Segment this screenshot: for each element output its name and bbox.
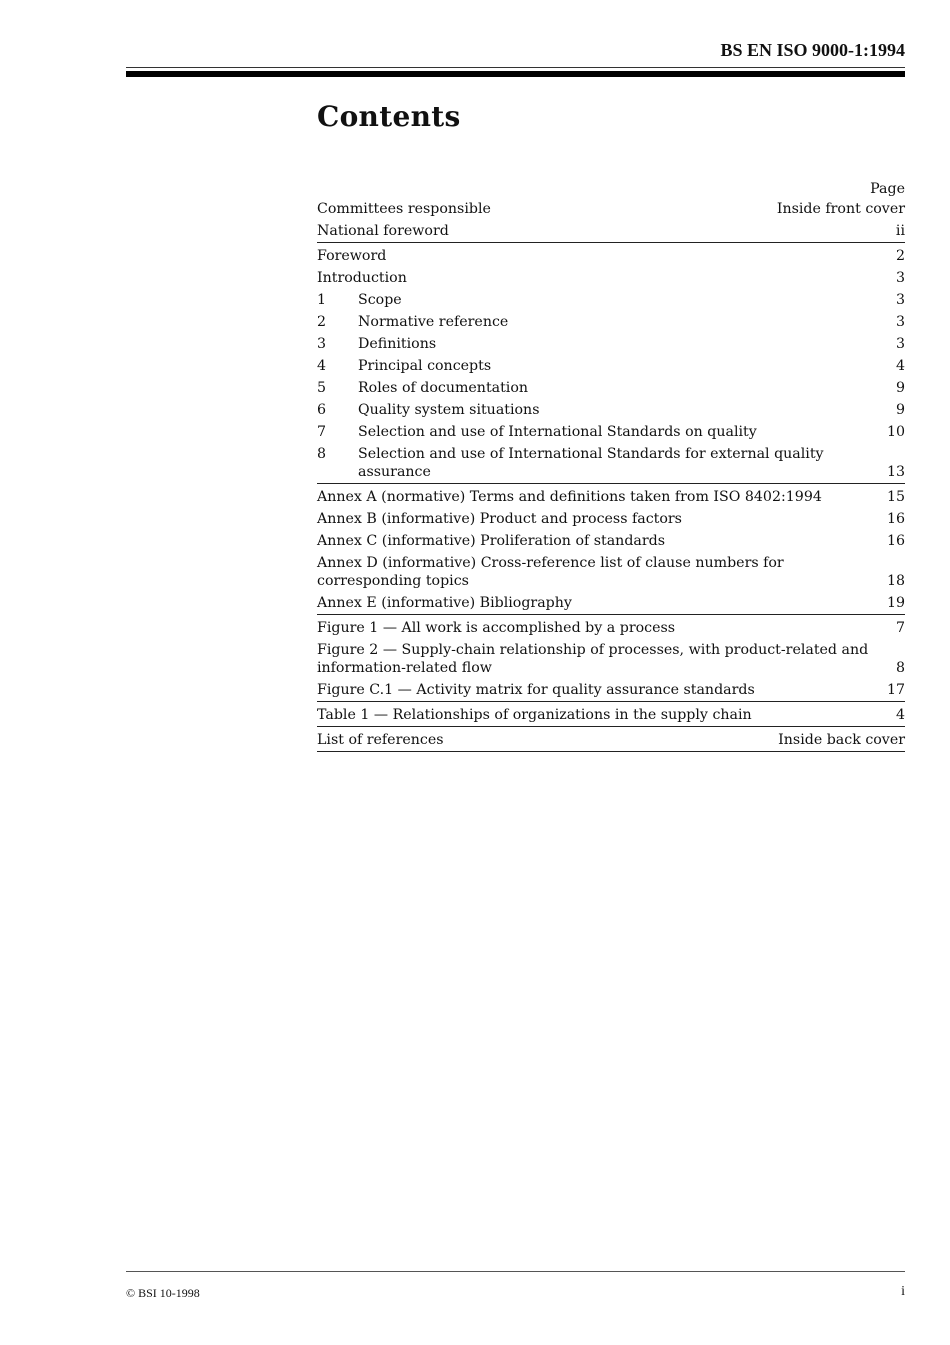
clause-number: 4 — [317, 358, 327, 374]
toc-entry-page: 3 — [895, 292, 905, 308]
toc-entry-title: Annex E (informative) Bibliography — [317, 595, 572, 611]
toc-entry-page: 7 — [895, 620, 905, 636]
toc-entry[interactable] — [317, 267, 905, 289]
toc-entry[interactable] — [317, 530, 905, 552]
toc-entry-page: 13 — [886, 464, 905, 480]
toc-entry-title: Annex D (informative) Cross-reference list of clause numbers for corresponding topics — [317, 555, 784, 589]
toc-entry-title: Quality system situations — [358, 402, 540, 418]
clause-number: 8 — [317, 446, 327, 462]
clause-number: 3 — [317, 336, 327, 352]
toc-entry-title: Normative reference — [358, 314, 509, 330]
toc-entry-title: Annex A (normative) Terms and definitions taken from ISO 8402:1994 — [317, 489, 822, 505]
clause-number: 5 — [317, 380, 327, 396]
clause-number: 6 — [317, 402, 327, 418]
toc-entry-title: Principal concepts — [358, 358, 492, 374]
toc-entry-page: 18 — [886, 573, 905, 589]
toc-group — [317, 702, 905, 727]
toc-entry[interactable] — [317, 311, 905, 333]
toc-entry-title: Roles of documentation — [358, 380, 529, 396]
toc-entry-title: Definitions — [358, 336, 437, 352]
toc-entry-title: List of references — [317, 732, 444, 748]
table-of-contents — [317, 178, 905, 752]
toc-group — [317, 727, 905, 752]
toc-entry[interactable] — [317, 377, 905, 399]
toc-entry-title: Figure C.1 — Activity matrix for quality assurance standards — [317, 682, 755, 698]
toc-entry-title: Selection and use of International Standards for external quality assurance — [358, 446, 824, 480]
toc-entry[interactable] — [317, 198, 905, 220]
page-title: Contents — [317, 100, 461, 133]
toc-group — [317, 484, 905, 615]
clause-number: 1 — [317, 292, 327, 308]
toc-entry[interactable] — [317, 333, 905, 355]
toc-entry[interactable] — [317, 355, 905, 377]
toc-entry-page: 2 — [895, 248, 905, 264]
page-column-heading: Page — [870, 181, 905, 197]
toc-entry-title: Figure 2 — Supply-chain relationship of processes, with product-related and information-related flow — [317, 642, 869, 676]
toc-entry-title: Foreword — [317, 248, 387, 264]
toc-entry-page: 4 — [895, 707, 905, 723]
toc-entry-title: Annex C (informative) Proliferation of standards — [317, 533, 666, 549]
toc-entry-page: 9 — [895, 380, 905, 396]
toc-entry[interactable] — [317, 484, 905, 508]
toc-entry[interactable] — [317, 243, 905, 267]
header-thick-rule — [126, 71, 905, 77]
toc-entry-title: Figure 1 — All work is accomplished by a process — [317, 620, 676, 636]
toc-entry-page: 15 — [886, 489, 905, 505]
toc-entry-title: Annex B (informative) Product and process factors — [317, 511, 682, 527]
toc-entry-page: 16 — [886, 533, 905, 549]
toc-groups — [317, 198, 905, 752]
toc-entry-page: Inside back cover — [778, 732, 905, 748]
toc-entry[interactable] — [317, 639, 905, 679]
copyright-notice: © BSI 10-1998 — [126, 1286, 200, 1300]
toc-entry[interactable] — [317, 443, 905, 483]
toc-entry[interactable] — [317, 508, 905, 530]
toc-entry[interactable] — [317, 727, 905, 751]
toc-entry[interactable] — [317, 552, 905, 592]
toc-entry-page: 3 — [895, 270, 905, 286]
toc-entry[interactable] — [317, 421, 905, 443]
toc-entry-page: ii — [895, 223, 905, 239]
footer-rule — [126, 1271, 905, 1272]
clause-number: 2 — [317, 314, 327, 330]
toc-entry-page: 19 — [886, 595, 905, 611]
toc-entry-title: National foreword — [317, 223, 449, 239]
toc-entry-page: 9 — [895, 402, 905, 418]
toc-entry-page: 3 — [895, 336, 905, 352]
toc-entry[interactable] — [317, 615, 905, 639]
toc-entry-title: Committees responsible — [317, 201, 491, 217]
toc-entry-title: Introduction — [317, 270, 407, 286]
page-number: i — [901, 1284, 905, 1299]
toc-entry[interactable] — [317, 679, 905, 701]
toc-entry-page: 8 — [895, 660, 905, 676]
toc-entry-title: Table 1 — Relationships of organizations in the supply chain — [317, 707, 752, 723]
toc-entry[interactable] — [317, 399, 905, 421]
toc-entry-page: 3 — [895, 314, 905, 330]
toc-entry[interactable] — [317, 289, 905, 311]
clause-number: 7 — [317, 424, 327, 440]
toc-entry[interactable] — [317, 592, 905, 614]
toc-entry-page: 10 — [886, 424, 905, 440]
toc-entry-page: 16 — [886, 511, 905, 527]
header-thin-rule — [126, 67, 905, 68]
toc-entry[interactable] — [317, 220, 905, 242]
toc-entry-page: 17 — [886, 682, 905, 698]
document-identifier: BS EN ISO 9000-1:1994 — [720, 40, 905, 60]
toc-entry-page: Inside front cover — [776, 201, 905, 217]
toc-group — [317, 198, 905, 243]
toc-entry[interactable] — [317, 702, 905, 726]
toc-entry-title: Scope — [358, 292, 402, 308]
toc-entry-title: Selection and use of International Standards on quality — [358, 424, 757, 440]
toc-group — [317, 243, 905, 484]
toc-group — [317, 615, 905, 702]
toc-entry-page: 4 — [895, 358, 905, 374]
